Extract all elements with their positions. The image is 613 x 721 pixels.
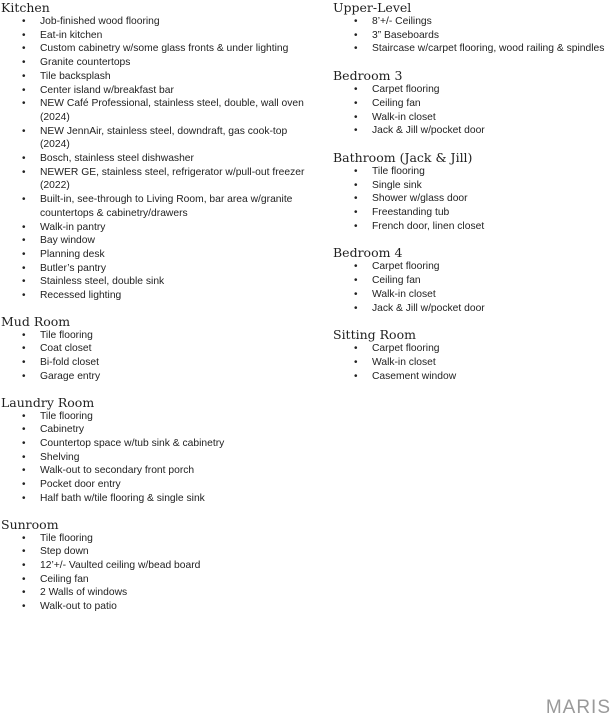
list-item: • 12’+/- Vaulted ceiling w/bead board <box>1 559 313 573</box>
section-spacer <box>333 315 608 327</box>
list-item: • Shower w/glass door <box>333 192 608 206</box>
list-item: • Tile flooring <box>1 532 313 546</box>
list-item: • Jack & Jill w/pocket door <box>333 302 608 316</box>
section-spacer <box>333 56 608 68</box>
section-laundry-room <box>1 395 313 506</box>
list-item: • Tile flooring <box>1 329 313 343</box>
feature-list <box>333 342 608 383</box>
list-item: • Staircase w/carpet flooring, wood railing & spindles <box>333 42 608 56</box>
feature-list <box>333 260 608 315</box>
list-item: • Center island w/breakfast bar <box>1 84 313 98</box>
list-item: • Tile flooring <box>333 165 608 179</box>
list-item: • Eat-in kitchen <box>1 29 313 43</box>
section-upper-level <box>333 0 608 56</box>
list-item: • Tile flooring <box>1 410 313 424</box>
section-sitting-room <box>333 327 608 383</box>
list-item: • Stainless steel, double sink <box>1 275 313 289</box>
section-heading: Laundry Room <box>1 394 95 410</box>
list-item: • Built-in, see-through to Living Room, bar area w/granite countertops & cabinetry/drawers <box>1 193 313 220</box>
section-mud-room <box>1 314 313 384</box>
section-sunroom <box>1 517 313 614</box>
section-heading: Mud Room <box>1 313 71 329</box>
section-heading: Bedroom 3 <box>333 68 403 84</box>
list-item: • 2 Walls of windows <box>1 586 313 600</box>
section-spacer <box>1 506 313 517</box>
list-item: • Cabinetry <box>1 423 313 437</box>
list-item: • 8’+/- Ceilings <box>333 15 608 29</box>
list-item: • Coat closet <box>1 342 313 356</box>
list-item: • NEW Café Professional, stainless steel, double, wall oven (2024) <box>1 97 313 124</box>
right-column <box>333 0 608 383</box>
list-item: • Job-finished wood flooring <box>1 15 313 29</box>
feature-list <box>333 83 608 138</box>
list-item: • NEWER GE, stainless steel, refrigerator w/pull-out freezer (2022) <box>1 166 313 193</box>
list-item: • Ceiling fan <box>333 97 608 111</box>
list-item: • Half bath w/tile flooring & single sink <box>1 492 313 506</box>
list-item: • Granite countertops <box>1 56 313 70</box>
feature-list <box>1 329 313 384</box>
list-item: • Walk-in closet <box>333 111 608 125</box>
section-heading: Bathroom (Jack & Jill) <box>333 149 473 165</box>
list-item: • Tile backsplash <box>1 70 313 84</box>
list-item: • NEW JennAir, stainless steel, downdraft, gas cook-top (2024) <box>1 125 313 152</box>
list-item: • Garage entry <box>1 370 313 384</box>
list-item: • Jack & Jill w/pocket door <box>333 124 608 138</box>
list-item: • French door, linen closet <box>333 220 608 234</box>
feature-list <box>1 410 313 506</box>
list-item: • 3” Baseboards <box>333 29 608 43</box>
list-item: • Step down <box>1 545 313 559</box>
list-item: • Walk-out to patio <box>1 600 313 614</box>
list-item: • Carpet flooring <box>333 83 608 97</box>
list-item: • Pocket door entry <box>1 478 313 492</box>
section-heading: Sunroom <box>1 516 59 532</box>
feature-list <box>333 15 608 56</box>
list-item: • Walk-out to secondary front porch <box>1 464 313 478</box>
list-item: • Walk-in pantry <box>1 221 313 235</box>
list-item: • Freestanding tub <box>333 206 608 220</box>
list-item: • Ceiling fan <box>1 573 313 587</box>
list-item: • Shelving <box>1 451 313 465</box>
feature-list <box>1 15 313 303</box>
list-item: • Butler’s pantry <box>1 262 313 276</box>
section-heading: Kitchen <box>1 0 50 15</box>
list-item: • Countertop space w/tub sink & cabinetry <box>1 437 313 451</box>
section-heading: Sitting Room <box>333 327 416 343</box>
section-heading: Bedroom 4 <box>333 245 403 261</box>
feature-list <box>1 532 313 614</box>
list-item: • Carpet flooring <box>333 260 608 274</box>
list-item: • Custom cabinetry w/some glass fronts & under lighting <box>1 42 313 56</box>
list-item: • Bosch, stainless steel dishwasher <box>1 152 313 166</box>
list-item: • Walk-in closet <box>333 288 608 302</box>
left-column <box>1 0 313 614</box>
section-spacer <box>1 384 313 395</box>
feature-list <box>333 165 608 234</box>
section-bedroom-3 <box>333 68 608 138</box>
list-item: • Casement window <box>333 370 608 384</box>
watermark-logo: MARIS <box>545 697 611 718</box>
list-item: • Carpet flooring <box>333 342 608 356</box>
section-heading: Upper-Level <box>333 0 412 15</box>
section-spacer <box>333 233 608 245</box>
section-bathroom-jack-jill <box>333 150 608 234</box>
list-item: • Single sink <box>333 179 608 193</box>
list-item: • Recessed lighting <box>1 289 313 303</box>
section-spacer <box>1 303 313 314</box>
list-item: • Bay window <box>1 234 313 248</box>
section-spacer <box>333 138 608 150</box>
list-item: • Walk-in closet <box>333 356 608 370</box>
list-item: • Bi-fold closet <box>1 356 313 370</box>
section-bedroom-4 <box>333 245 608 315</box>
section-kitchen <box>1 0 313 303</box>
list-item: • Ceiling fan <box>333 274 608 288</box>
list-item: • Planning desk <box>1 248 313 262</box>
